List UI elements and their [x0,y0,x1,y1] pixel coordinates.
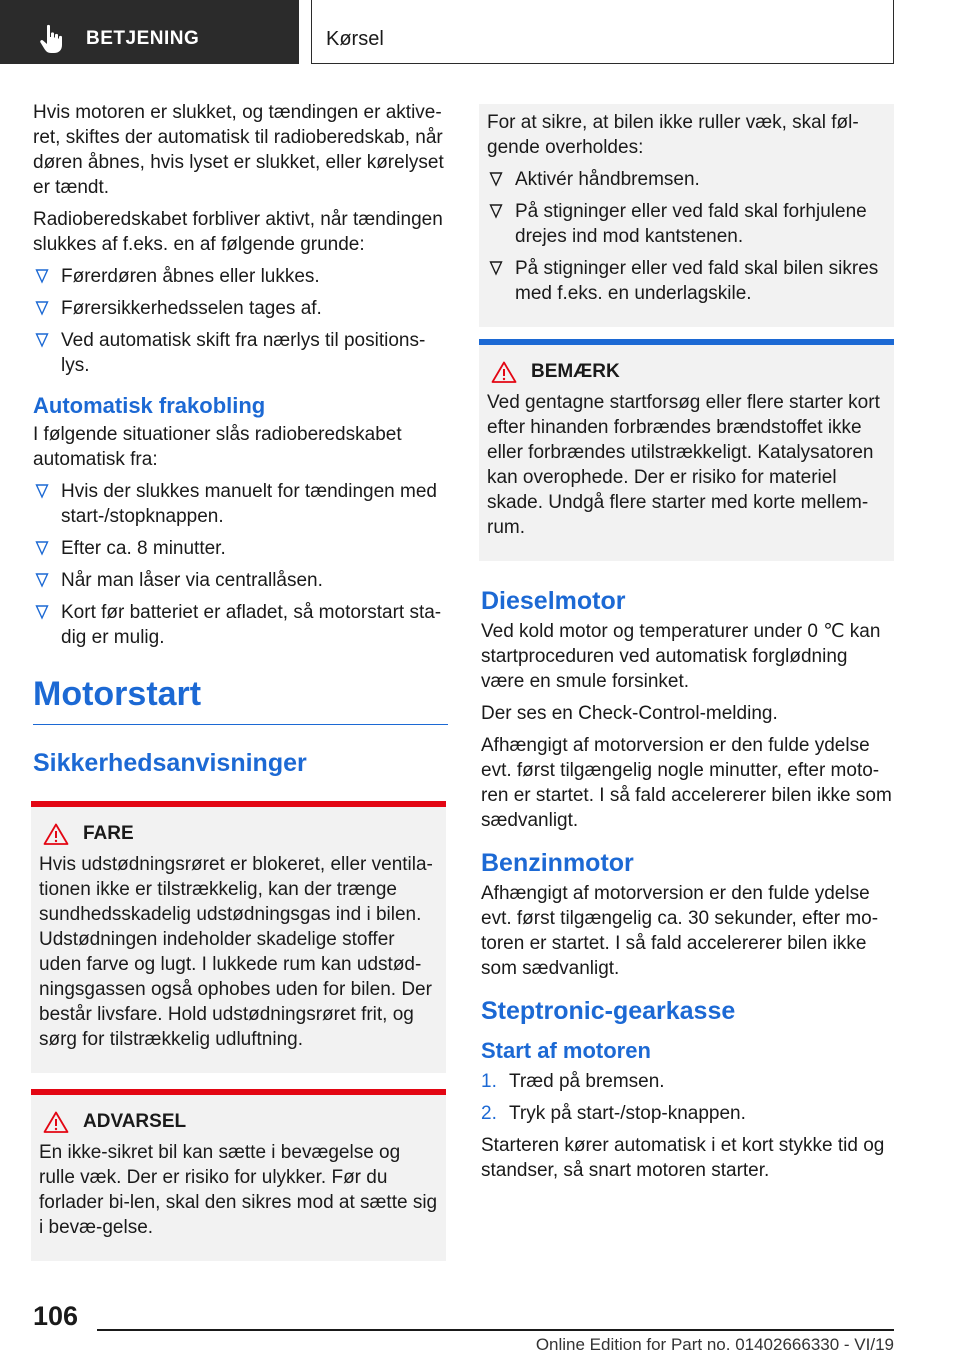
step-number: 2. [481,1103,497,1124]
auto-disconnect-list [33,479,448,650]
heading-petrol: Benzinmotor [481,849,634,877]
chapter-tab-label: Kørsel [326,28,384,50]
heading-steptronic: Steptronic-gearkasse [481,997,736,1025]
notice-title: BEMÆRK [487,359,886,384]
page-number: 106 [33,1301,79,1331]
warning-triangle-icon [43,1111,69,1133]
section-tab-label: BETJENING [86,28,200,49]
radio-standby-list [33,264,448,378]
list-item: Aktivér håndbremsen. [487,167,886,192]
diesel-paragraph-3: Afhængigt af motorversion er den fulde ydelse evt. først tilgængelig nogle minutter, efter moto-ren er startet. I så fald accelererer bilen ikke som sædvanligt. [481,735,892,831]
list-item: Efter ca. 8 minutter. [33,536,448,561]
bullet-triangle-icon [35,268,49,284]
heading-diesel: Dieselmotor [481,587,626,615]
heading-motorstart: Motorstart [33,674,448,725]
page-header [0,0,960,66]
footer-divider [97,1329,894,1331]
warning-title: ADVARSEL [39,1109,438,1134]
danger-title: FARE [39,821,438,846]
intro-paragraph-1: Hvis motoren er slukket, og tændingen er aktive-ret, skiftes der automatisk til radioberedskab, når døren åbnes, hvis lyset er slukket, eller kørelyset er tændt. [33,102,444,198]
bullet-triangle-icon [489,203,503,219]
diesel-paragraph-1: Ved kold motor og temperaturer under 0 ℃ kan startproceduren ved automatisk forglødning være en smule forsinket. [481,621,881,692]
list-item: Førersikkerhedsselen tages af. [33,296,448,321]
step-number: 1. [481,1071,497,1092]
list-item [481,1101,896,1126]
bullet-triangle-icon [489,260,503,276]
step-text: Træd på bremsen. [509,1071,665,1092]
start-steps-list [481,1069,896,1126]
bullet-triangle-icon [35,332,49,348]
hand-pointer-icon [38,24,66,54]
start-paragraph: Starteren kører automatisk i et kort stykke tid og standser, så snart motoren starter. [481,1135,885,1181]
bullet-triangle-icon [489,171,503,187]
step-text: Tryk på start-/stop-knappen. [509,1103,746,1124]
edition-note: Online Edition for Part no. 01402666330 - VI/19 [535,1335,894,1354]
list-item: Førerdøren åbnes eller lukkes. [33,264,448,289]
chapter-tab[interactable] [311,0,894,64]
auto-paragraph: I følgende situationer slås radioberedskabet automatisk fra: [33,424,402,470]
section-tab[interactable] [0,0,299,64]
warning-triangle-icon [43,823,69,845]
warning-continuation-box [479,104,894,327]
warning-triangle-icon [491,361,517,383]
list-item [481,1069,896,1094]
intro-paragraph-2: Radioberedskabet forbliver aktivt, når tændingen slukkes af f.eks. en af følgende grunde: [33,209,443,255]
continuation-paragraph: For at sikre, at bilen ikke ruller væk, skal føl-gende overholdes: [487,112,859,158]
heading-automatic-disconnect: Automatisk frakobling [33,393,266,418]
bullet-triangle-icon [35,300,49,316]
bullet-triangle-icon [35,572,49,588]
list-item: På stigninger eller ved fald skal bilen sikres med f.eks. en underlagskile. [487,256,886,306]
warning-text: En ikke-sikret bil kan sætte i bevægelse og rulle væk. Der er risiko for ulykker. Før du forlader bi-len, skal den sikres mod at sætte sig i bevæ-gelse. [39,1142,438,1238]
list-item: Ved automatisk skift fra nærlys til positions-lys. [33,328,448,378]
petrol-paragraph: Afhængigt af motorversion er den fulde ydelse evt. først tilgængelig ca. 30 sekunder, efter mo-toren er startet. I så fald accelererer bilen ikke som sædvanligt. [481,883,879,979]
right-column [481,104,896,1190]
notice-text: Ved gentagne startforsøg eller flere starter kort efter hinanden forbrændes brændstoffet ikke eller forbrændes utilstrækkeligt. Katalysatoren kan overophede. Der er risiko for materiel skade. Undgå flere starter med korte mellem-rum. [487,392,880,538]
list-item: På stigninger eller ved fald skal forhjulene drejes ind mod kantstenen. [487,199,886,249]
list-item: Når man låser via centrallåsen. [33,568,448,593]
heading-safety: Sikkerhedsanvisninger [33,749,307,777]
secure-vehicle-list [487,167,886,306]
danger-text: Hvis udstødningsrøret er blokeret, eller ventila-tionen ikke er tilstrækkelig, kan der trænge sundhedsskadelig udstødningsgas ind i bilen. Udstødningen indeholder skadelige stoffer uden farve og lugt. I lukkede rum kan udstød-ningsgassen også ophobes uden for bilen. Der består livsfare. Hold udstødningsrøret frit, og sørg for tilstrækkelig udluftning. [39,854,433,1050]
warning-box [31,1089,446,1261]
list-item: Hvis der slukkes manuelt for tændingen med start-/stopknappen. [33,479,448,529]
left-column [33,100,448,1261]
list-item: Kort før batteriet er afladet, så motorstart sta-dig er mulig. [33,600,448,650]
bullet-triangle-icon [35,483,49,499]
bullet-triangle-icon [35,540,49,556]
diesel-paragraph-2: Der ses en Check-Control-melding. [481,703,778,724]
bullet-triangle-icon [35,604,49,620]
notice-box [479,339,894,561]
danger-box [31,801,446,1073]
heading-start-engine: Start af motoren [481,1038,651,1063]
